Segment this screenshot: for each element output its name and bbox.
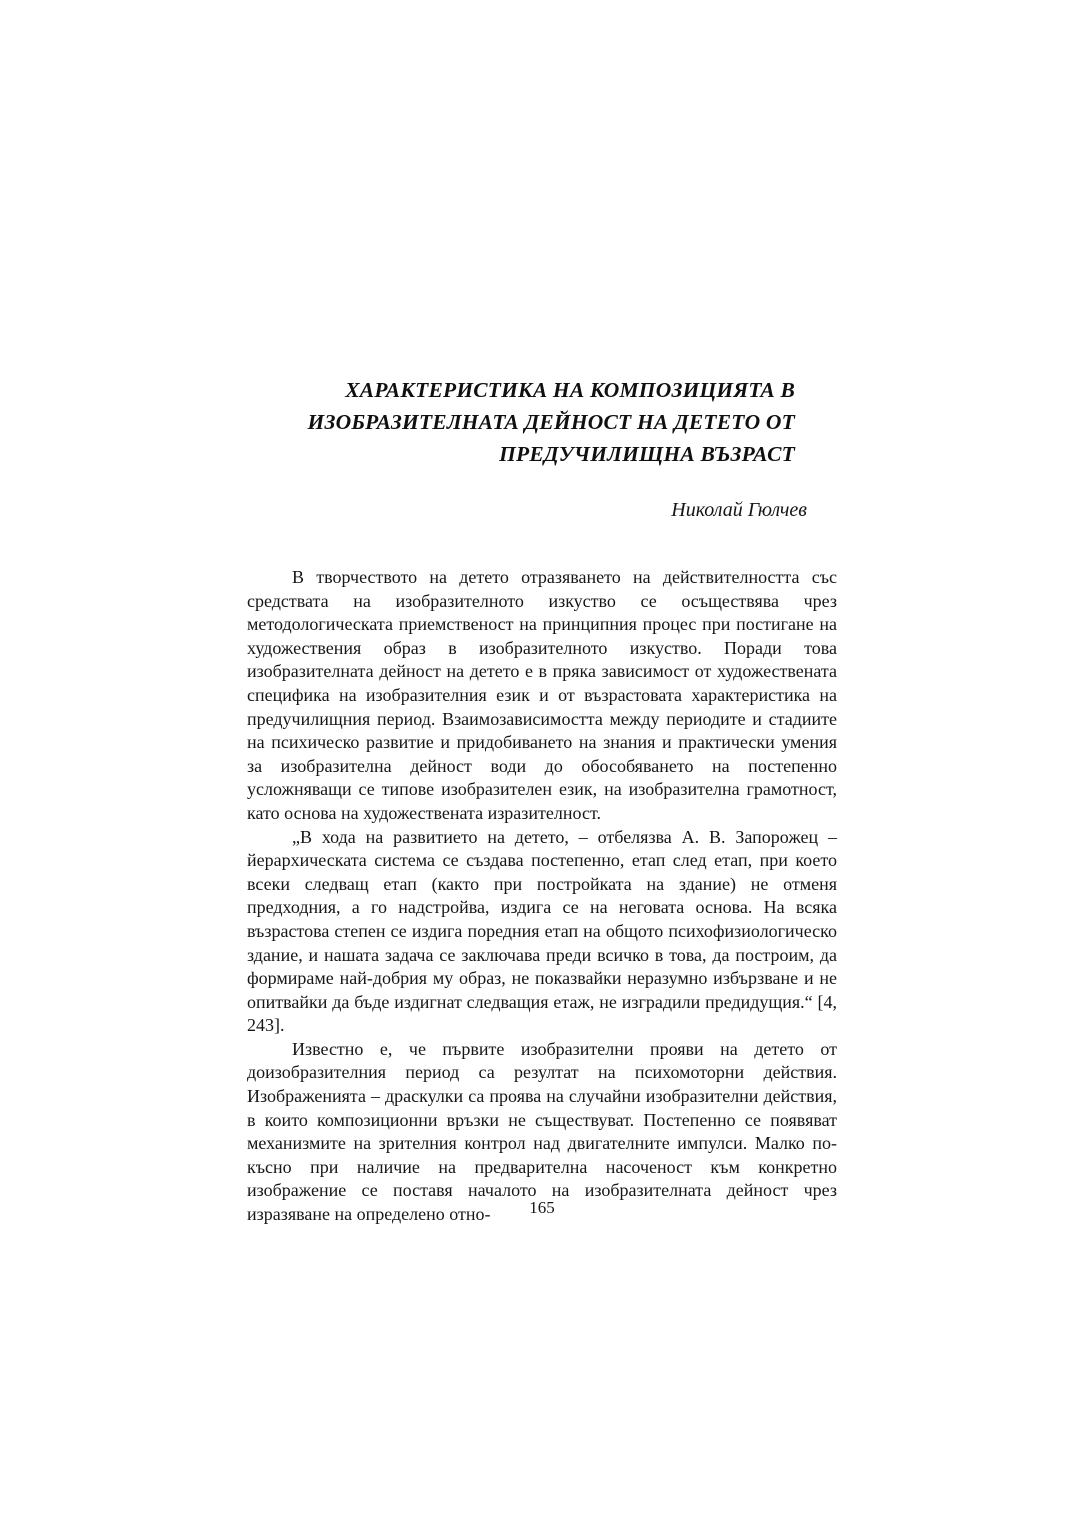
article-body [247, 566, 837, 1227]
title-line-3: ПРЕДУЧИЛИЩНА ВЪЗРАСТ [499, 442, 795, 466]
article-title [247, 374, 837, 470]
page-number: 165 [529, 1198, 555, 1217]
paragraph-3: Известно е, че първите изобразителни прояви на детето от доизобразителния период са резултат на психомоторни действия. Изображенията – драскулки са проява на случайни изобразителни действия, в които композиционни връзки не съществуват. Постепенно се появяват механизмите на зрителния контрол над двигателните импулси. Малко по-късно при наличие на предварителна насоченост към конкретно изображение се поставя началото на изобразителната дейност чрез изразяване на определено отно- [247, 1038, 837, 1225]
title-line-1: ХАРАКТЕРИСТИКА НА КОМПОЗИЦИЯТА В [345, 378, 795, 402]
title-line-2: ИЗОБРАЗИТЕЛНАТА ДЕЙНОСТ НА ДЕТЕТО ОТ [307, 410, 795, 434]
paragraph-1: В творчеството на детето отразяването на действителността със средствата на изобразителното изкуство се осъществява чрез методологическата приемственост на принципния процес при постигане на художествения образ в изобразителното изкуство. Поради това изобразителната дейност на детето е в пряка зависимост от художествената специфика на изобразителния език и от възрастовата характеристика на предучилищния период. Взаимозависимостта между периодите и стадиите на психическо развитие и придобиването на знания и практически умения за изобразителна дейност води до обособяването на постепенно усложняващи се типове изобразителен език, на изобразителна грамотност, като основа на художествената изразителност. [247, 567, 837, 823]
text-block [247, 374, 837, 1227]
article-author: Николай Гюлчев [671, 499, 807, 521]
paragraph-2: „В хода на развитието на детето, – отбелязва А. В. Запорожец – йерархическата система се създава постепенно, етап след етап, при което всеки следващ етап (както при постройката на здание) не отменя предходния, а го надстройва, издига се на неговата основа. На всяка възрастова степен се издига поредния етап на общото психофизиологическо здание, и нашата задача се заключава преди всичко в това, да построим, да формираме най-добрия му образ, не показвайки неразумно избързване и не опитвайки да бъде издигнат следващия етаж, не изградили предидущия.“ [4, 243]. [247, 826, 837, 1036]
